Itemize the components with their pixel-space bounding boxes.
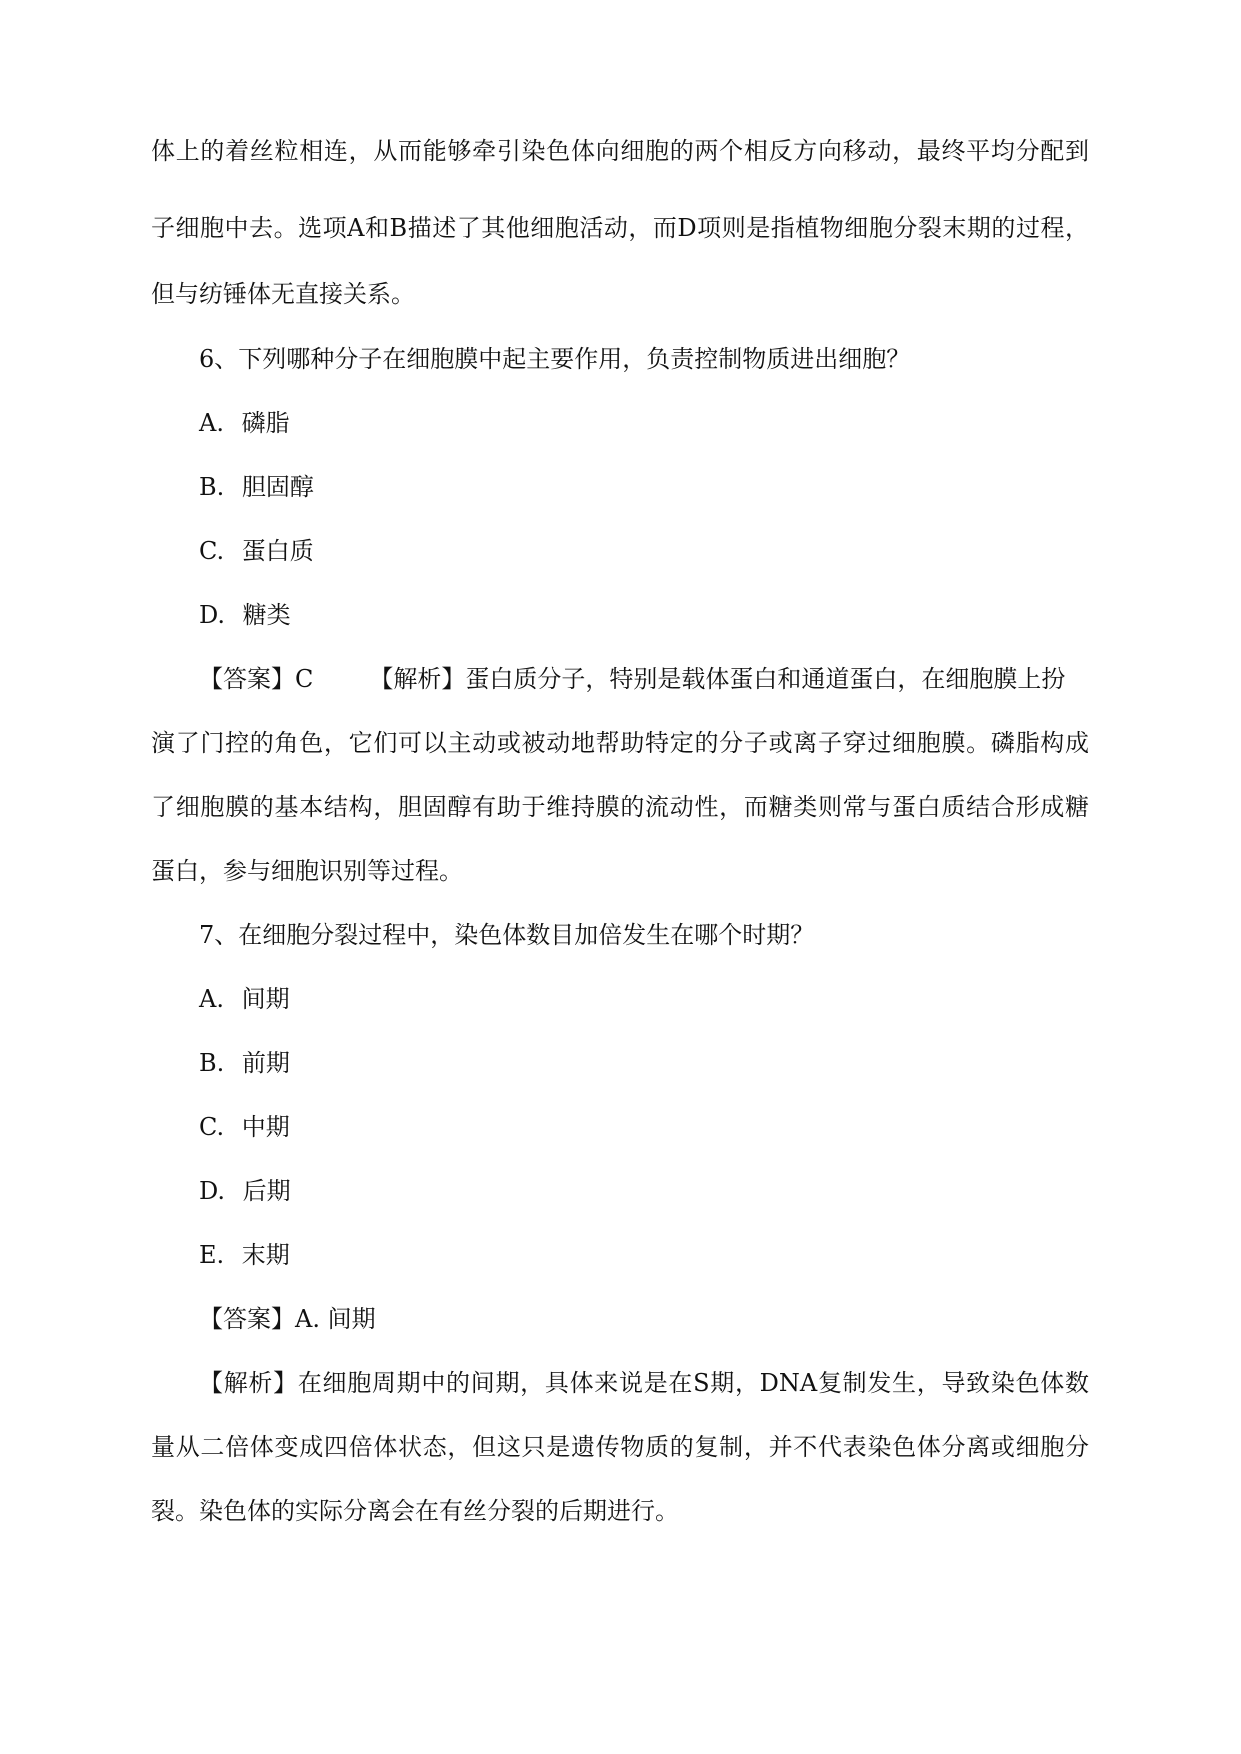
q6-option-d bbox=[199, 600, 291, 630]
paragraph-line: 量从二倍体变成四倍体状态，但这只是遗传物质的复制，并不代表染色体分离或细胞分 bbox=[151, 1433, 1089, 1461]
option-text: 胆固醇 bbox=[241, 473, 314, 501]
paragraph-line: 了细胞膜的基本结构，胆固醇有助于维持膜的流动性，而糖类则常与蛋白质结合形成糖 bbox=[151, 793, 1089, 821]
option-letter: B. bbox=[199, 473, 225, 501]
paragraph-line: 但与纺锤体无直接关系。 bbox=[151, 280, 415, 308]
q7-answer: 【答案】A. 间期 bbox=[199, 1305, 376, 1333]
q7-option-a bbox=[199, 984, 290, 1014]
q6-answer: 【答案】C bbox=[199, 665, 314, 693]
q6-option-b bbox=[199, 472, 314, 502]
paragraph-line: 演了门控的角色，它们可以主动或被动地帮助特定的分子或离子穿过细胞膜。磷脂构成 bbox=[151, 729, 1089, 757]
option-letter: A. bbox=[199, 985, 224, 1013]
option-letter: D. bbox=[199, 1177, 226, 1205]
q7-option-c bbox=[199, 1112, 290, 1142]
option-letter: C. bbox=[199, 537, 225, 565]
paragraph-line: 蛋白，参与细胞识别等过程。 bbox=[151, 857, 463, 885]
option-text: 中期 bbox=[241, 1113, 290, 1141]
option-text: 磷脂 bbox=[241, 409, 290, 437]
option-text: 末期 bbox=[241, 1241, 290, 1269]
q7-analysis-start: 【解析】在细胞周期中的间期，具体来说是在S期，DNA复制发生，导致染色体数 bbox=[199, 1369, 1089, 1397]
paragraph-line: 子细胞中去。选项A和B描述了其他细胞活动，而D项则是指植物细胞分裂末期的过程， bbox=[151, 214, 1089, 242]
option-text: 糖类 bbox=[242, 601, 291, 629]
question-6-text: 6、下列哪种分子在细胞膜中起主要作用，负责控制物质进出细胞？ bbox=[199, 345, 911, 373]
q7-option-b bbox=[199, 1048, 290, 1078]
q6-answer-line bbox=[199, 664, 1089, 694]
option-letter: C. bbox=[199, 1113, 225, 1141]
paragraph-line: 裂。染色体的实际分离会在有丝分裂的后期进行。 bbox=[151, 1497, 679, 1525]
option-letter: D. bbox=[199, 601, 226, 629]
option-text: 前期 bbox=[241, 1049, 290, 1077]
option-text: 蛋白质 bbox=[241, 537, 314, 565]
q6-option-a bbox=[199, 408, 290, 438]
q7-option-d bbox=[199, 1176, 291, 1206]
option-letter: E. bbox=[199, 1241, 225, 1269]
q7-option-e bbox=[199, 1240, 290, 1270]
option-text: 间期 bbox=[241, 985, 290, 1013]
option-letter: A. bbox=[199, 409, 224, 437]
option-letter: B. bbox=[199, 1049, 225, 1077]
paragraph-line: 体上的着丝粒相连，从而能够牵引染色体向细胞的两个相反方向移动，最终平均分配到 bbox=[151, 137, 1089, 165]
option-text: 后期 bbox=[242, 1177, 291, 1205]
q6-option-c bbox=[199, 536, 314, 566]
q6-analysis-start: 【解析】蛋白质分子，特别是载体蛋白和通道蛋白，在细胞膜上扮 bbox=[369, 665, 1066, 693]
question-7-text: 7、在细胞分裂过程中，染色体数目加倍发生在哪个时期？ bbox=[199, 921, 815, 949]
